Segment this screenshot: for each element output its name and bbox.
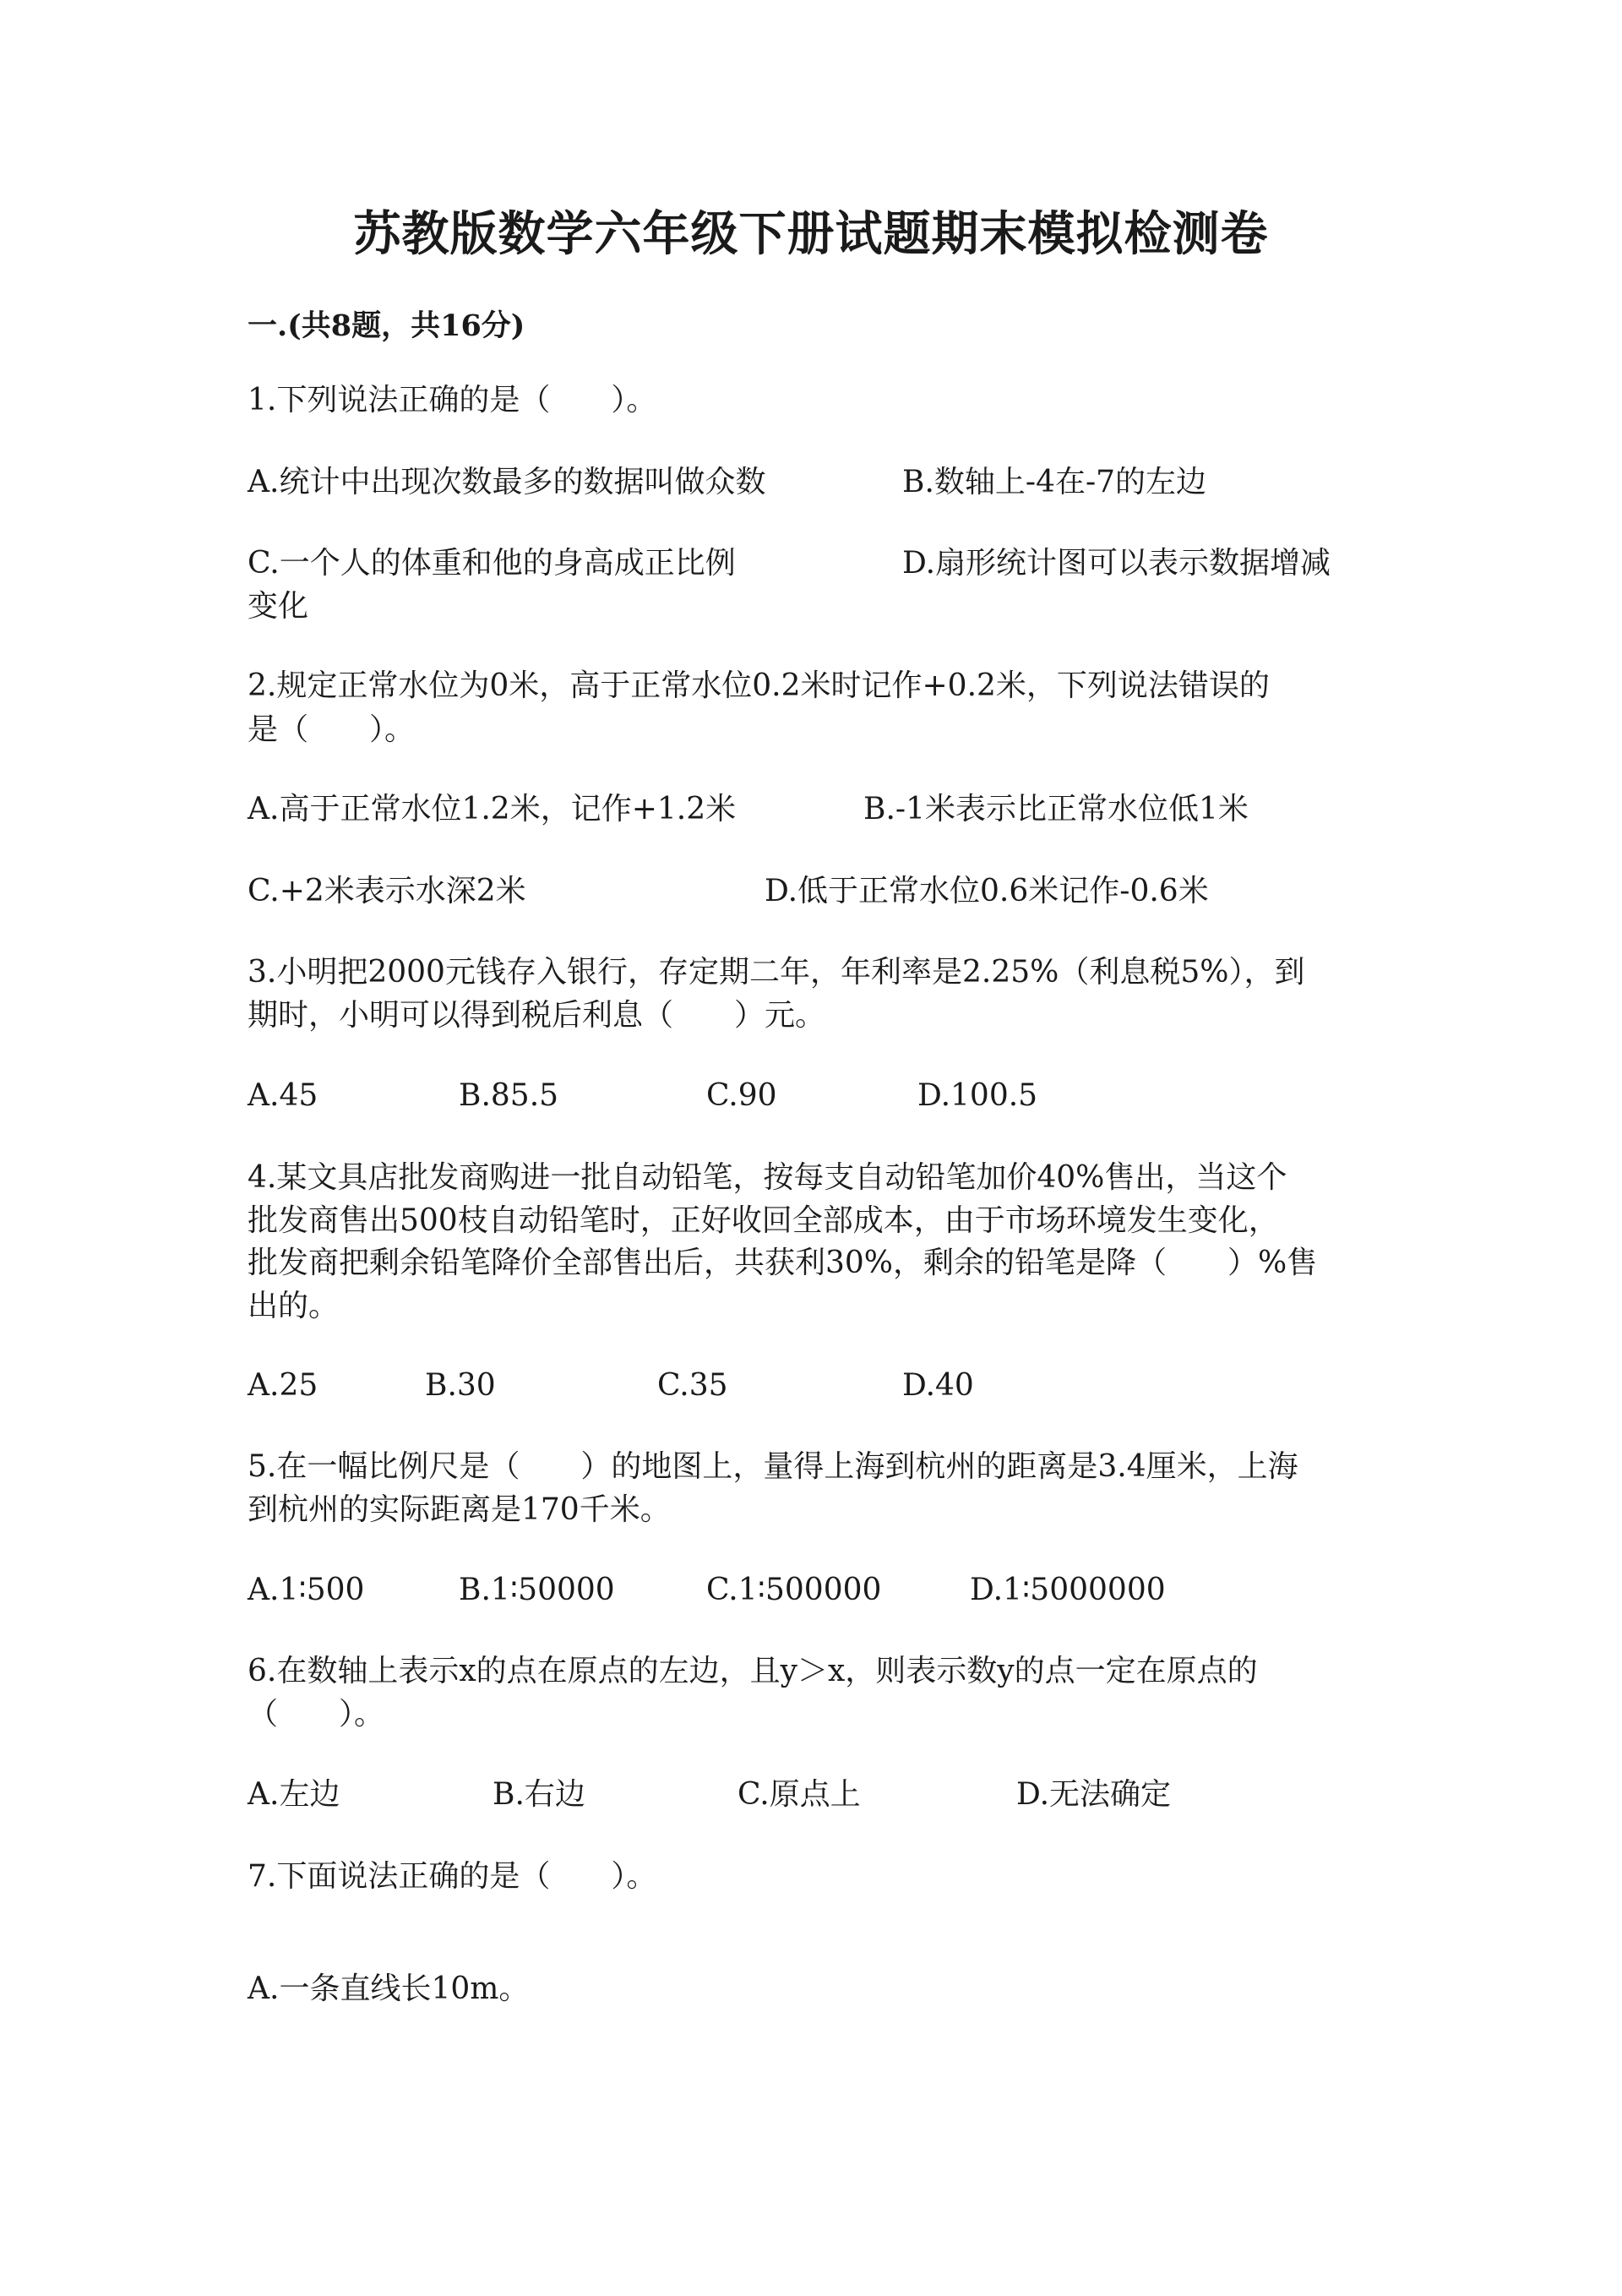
question-7-text: 7.下面说法正确的是（ ）。 [248,1859,657,1894]
question-2-text-line-2: 是（ ）。 [248,712,416,747]
page-title: 苏教版数学六年级下册试题期末模拟检测卷 [353,206,1269,262]
question-6-text-line-2: （ ）。 [248,1697,385,1732]
question-2-option-d: D.低于正常水位0.6米记作-0.6米 [765,874,1209,908]
question-5-option-d: D.1∶5000000 [970,1573,1166,1607]
question-3-option-c: C.90 [706,1078,777,1113]
question-4-option-d: D.40 [902,1368,974,1403]
question-1-text: 1.下列说法正确的是（ ）。 [248,383,657,417]
question-4-text-line-4: 出的。 [248,1289,340,1323]
question-4-text-line-2: 批发商售出500枝自动铅笔时，正好收回全部成本，由于市场环境发生变化， [248,1203,1279,1238]
question-1-option-d-wrap: 变化 [248,589,309,624]
question-6-option-b: B.右边 [493,1777,585,1812]
question-2-option-a: A.高于正常水位1.2米，记作+1.2米 [248,792,737,826]
question-5-text-line-2: 到杭州的实际距离是170千米。 [248,1492,671,1527]
question-1-option-b: B.数轴上-4在-7的左边 [902,465,1207,499]
question-3-option-a: A.45 [248,1078,318,1113]
question-7-option-a: A.一条直线长10m。 [248,1972,530,2006]
question-4-text-line-1: 4.某文具店批发商购进一批自动铅笔，按每支自动铅笔加价40%售出，当这个 [248,1160,1287,1195]
question-4-option-a: A.25 [248,1368,318,1403]
question-6-option-c: C.原点上 [738,1777,861,1812]
question-2-option-b: B.-1米表示比正常水位低1米 [863,792,1249,826]
question-3-text-line-2: 期时，小明可以得到税后利息（ ）元。 [248,998,826,1033]
section-heading: 一.(共8题，共16分) [248,308,525,343]
question-2-option-c: C.+2米表示水深2米 [248,874,526,908]
question-6-text-line-1: 6.在数轴上表示x的点在原点的左边，且y＞x，则表示数y的点一定在原点的 [248,1654,1258,1688]
question-2-text-line-1: 2.规定正常水位为0米，高于正常水位0.2米时记作+0.2米，下列说法错误的 [248,668,1270,703]
question-1-option-c: C.一个人的体重和他的身高成正比例 [248,546,736,581]
question-5-text-line-1: 5.在一幅比例尺是（ ）的地图上，量得上海到杭州的距离是3.4厘米，上海 [248,1449,1298,1484]
question-6-option-a: A.左边 [248,1777,340,1812]
question-5-option-c: C.1∶500000 [706,1573,882,1607]
question-5-option-a: A.1∶500 [248,1573,365,1607]
question-1-option-a: A.统计中出现次数最多的数据叫做众数 [248,465,766,499]
question-3-text-line-1: 3.小明把2000元钱存入银行，存定期二年，年利率是2.25%（利息税5%），到 [248,955,1305,990]
question-4-text-line-3: 批发商把剩余铅笔降价全部售出后，共获利30%，剩余的铅笔是降（ ）%售 [248,1246,1318,1280]
question-4-option-b: B.30 [425,1368,496,1403]
question-1-option-d: D.扇形统计图可以表示数据增减 [902,546,1331,581]
question-3-option-b: B.85.5 [459,1078,559,1113]
question-5-option-b: B.1∶50000 [459,1573,615,1607]
question-6-option-d: D.无法确定 [1016,1777,1172,1812]
question-4-option-c: C.35 [657,1368,728,1403]
question-3-option-d: D.100.5 [917,1078,1038,1113]
